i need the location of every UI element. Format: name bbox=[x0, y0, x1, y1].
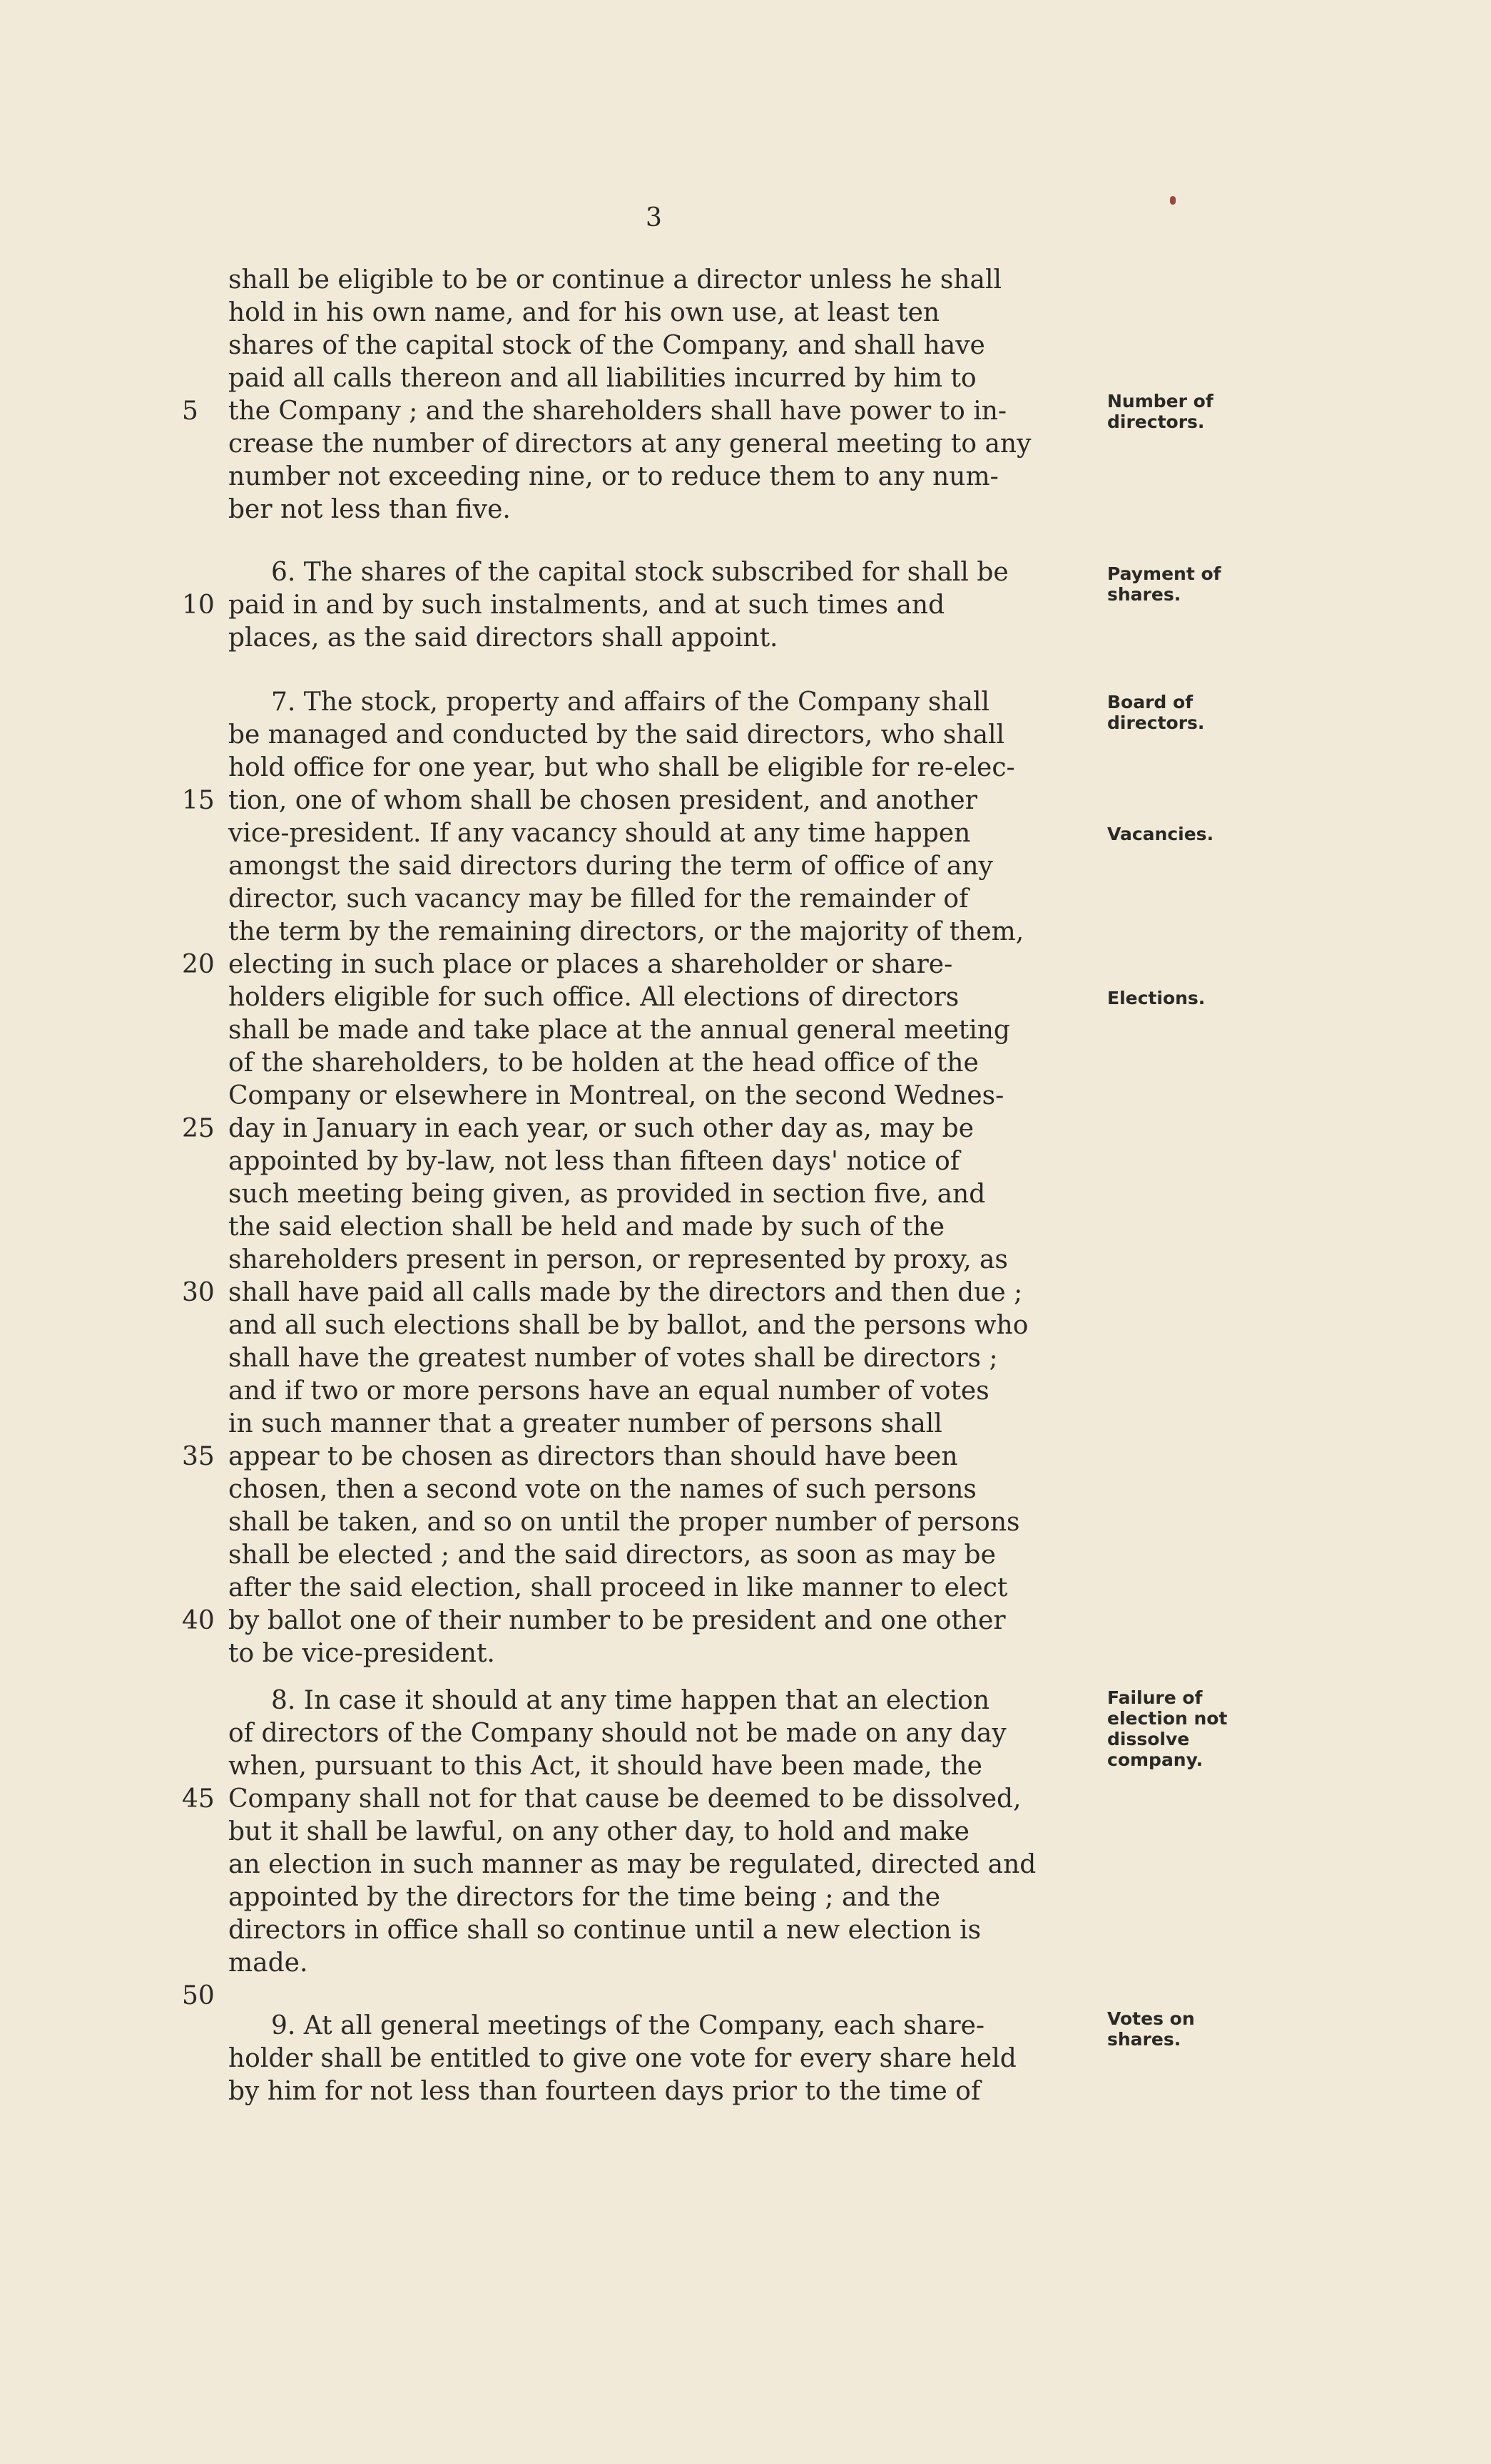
ink-mark bbox=[1170, 196, 1176, 205]
text-line: the term by the remaining directors, or the majority of them, bbox=[228, 917, 1024, 946]
margin-note-vacancies: Vacancies. bbox=[1107, 824, 1214, 844]
text-line: paid in and by such instalments, and at such times and bbox=[228, 591, 945, 620]
line-number: 45 bbox=[182, 1784, 215, 1814]
text-line: to be vice-president. bbox=[228, 1639, 495, 1668]
text-line: day in January in each year, or such other day as, may be bbox=[228, 1114, 975, 1143]
text-line: chosen, then a second vote on the names of such persons bbox=[228, 1475, 977, 1504]
line-number: 5 bbox=[182, 397, 198, 426]
text-line: shall have the greatest number of votes shall be directors ; bbox=[228, 1344, 998, 1373]
margin-note-payment-of-shares: Payment of shares. bbox=[1107, 563, 1221, 605]
text-line: amongst the said directors during the term of office of any bbox=[228, 852, 993, 881]
text-line: such meeting being given, as provided in section five, and bbox=[228, 1180, 986, 1209]
margin-note-elections: Elections. bbox=[1107, 988, 1206, 1008]
text-line: electing in such place or places a shareholder or share- bbox=[228, 950, 953, 979]
text-line: by him for not less than fourteen days prior to the time of bbox=[228, 2077, 981, 2106]
text-line: be managed and conducted by the said directors, who shall bbox=[228, 720, 1005, 750]
line-number: 25 bbox=[182, 1114, 215, 1143]
text-line: Company or elsewhere in Montreal, on the second Wednes- bbox=[228, 1081, 1004, 1110]
section-7-line: 7. The stock, property and affairs of the Company shall bbox=[271, 687, 990, 717]
text-line: shareholders present in person, or represented by proxy, as bbox=[228, 1245, 1008, 1274]
text-line: ber not less than five. bbox=[228, 495, 511, 524]
text-line: of the shareholders, to be holden at the head office of the bbox=[228, 1048, 979, 1078]
text-line: in such manner that a greater number of persons shall bbox=[228, 1409, 942, 1438]
section-6-line: 6. The shares of the capital stock subscribed for shall be bbox=[271, 558, 1009, 587]
margin-note-failure-of-election: Failure of election not dissolve company. bbox=[1107, 1687, 1228, 1770]
text-line: shall have paid all calls made by the directors and then due ; bbox=[228, 1278, 1023, 1307]
line-number: 10 bbox=[182, 591, 215, 620]
text-line: crease the number of directors at any general meeting to any bbox=[228, 429, 1032, 459]
section-8-line: 8. In case it should at any time happen that an election bbox=[271, 1686, 990, 1715]
margin-note-number-of-directors: Number of directors. bbox=[1107, 391, 1213, 432]
text-line: of directors of the Company should not be made on any day bbox=[228, 1719, 1007, 1748]
text-line: holders eligible for such office. All elections of directors bbox=[228, 983, 960, 1012]
text-line: places, as the said directors shall appoint. bbox=[228, 623, 778, 653]
text-line: director, such vacancy may be filled for the remainder of bbox=[228, 884, 969, 914]
text-line: when, pursuant to this Act, it should have been made, the bbox=[228, 1752, 982, 1781]
text-line: an election in such manner as may be regulated, directed and bbox=[228, 1850, 1037, 1879]
text-line: shall be elected ; and the said directors, as soon as may be bbox=[228, 1540, 996, 1570]
text-line: directors in office shall so continue until a new election is bbox=[228, 1916, 982, 1945]
text-line: holder shall be entitled to give one vote for every share held bbox=[228, 2044, 1017, 2073]
line-number: 30 bbox=[182, 1278, 215, 1307]
text-line: but it shall be lawful, on any other day, to hold and make bbox=[228, 1817, 970, 1846]
line-number: 20 bbox=[182, 950, 215, 979]
text-line: vice-president. If any vacancy should at any time happen bbox=[228, 819, 971, 848]
margin-note-board-of-directors: Board of directors. bbox=[1107, 692, 1205, 733]
line-number: 40 bbox=[182, 1606, 215, 1635]
text-line: hold office for one year, but who shall be eligible for re-elec- bbox=[228, 753, 1015, 782]
text-line: and if two or more persons have an equal number of votes bbox=[228, 1376, 989, 1406]
text-line: appointed by by-law, not less than fifteen days' notice of bbox=[228, 1147, 960, 1176]
text-line: shall be taken, and so on until the proper number of persons bbox=[228, 1508, 1020, 1537]
text-line: after the said election, shall proceed in like manner to elect bbox=[228, 1573, 1008, 1602]
line-number: 15 bbox=[182, 786, 215, 815]
line-number: 50 bbox=[182, 1981, 215, 2010]
text-line: the said election shall be held and made by such of the bbox=[228, 1212, 945, 1242]
page-number: 3 bbox=[646, 203, 662, 232]
text-line: hold in his own name, and for his own use, at least ten bbox=[228, 298, 940, 327]
text-line: shares of the capital stock of the Company, and shall have bbox=[228, 331, 985, 360]
section-9-line: 9. At all general meetings of the Company, each share- bbox=[271, 2011, 985, 2040]
text-line: appear to be chosen as directors than should have been bbox=[228, 1442, 958, 1471]
line-number: 35 bbox=[182, 1442, 215, 1471]
text-line: shall be made and take place at the annual general meeting bbox=[228, 1016, 1010, 1045]
text-line: made. bbox=[228, 1948, 308, 1978]
text-line: Company shall not for that cause be deemed to be dissolved, bbox=[228, 1784, 1022, 1814]
text-line: and all such elections shall be by ballot, and the persons who bbox=[228, 1311, 1029, 1340]
text-line: shall be eligible to be or continue a director unless he shall bbox=[228, 265, 1002, 295]
text-line: by ballot one of their number to be president and one other bbox=[228, 1606, 1006, 1635]
text-line: tion, one of whom shall be chosen president, and another bbox=[228, 786, 977, 815]
text-line: paid all calls thereon and all liabilities incurred by him to bbox=[228, 364, 977, 393]
text-line: appointed by the directors for the time being ; and the bbox=[228, 1883, 941, 1912]
text-line: number not exceeding nine, or to reduce them to any num- bbox=[228, 462, 999, 491]
margin-note-votes-on-shares: Votes on shares. bbox=[1107, 2008, 1195, 2050]
text-line: the Company ; and the shareholders shall have power to in- bbox=[228, 397, 1007, 426]
